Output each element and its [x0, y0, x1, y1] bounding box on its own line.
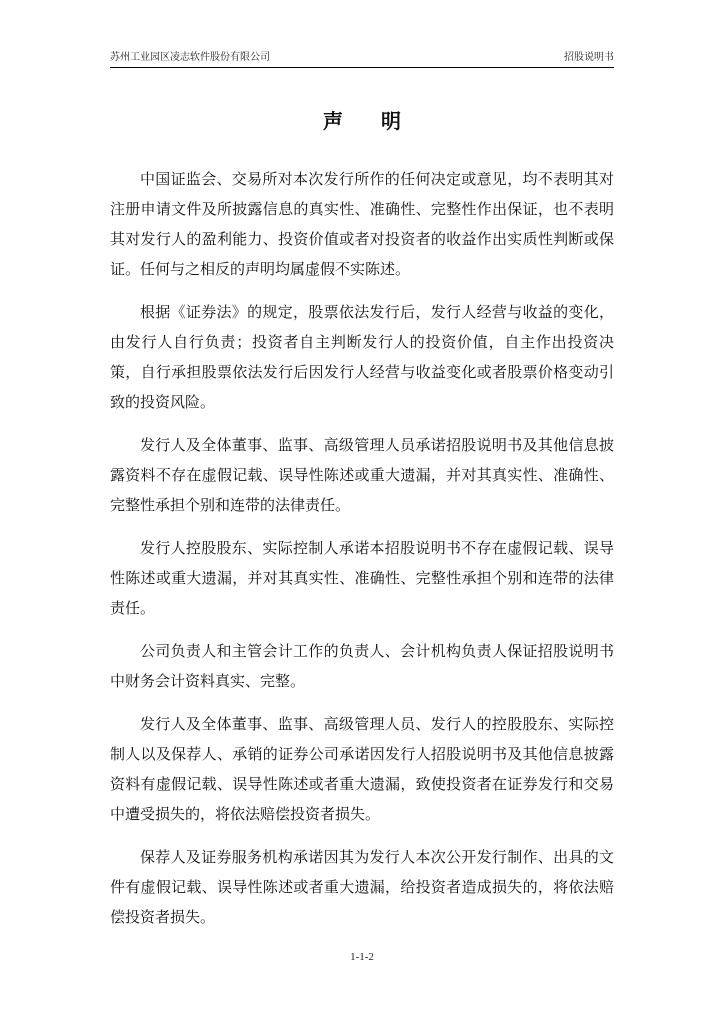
page-number: 1-1-2 — [350, 951, 374, 963]
declaration-body — [110, 164, 614, 945]
paragraph-3: 发行人及全体董事、监事、高级管理人员承诺招股说明书及其他信息披露资料不存在虚假记载、误导性陈述或重大遗漏，并对其真实性、准确性、完整性承担个别和连带的法律责任。 — [110, 436, 614, 514]
paragraph-4: 发行人控股股东、实际控制人承诺本招股说明书不存在虚假记载、误导性陈述或重大遗漏，并对其真实性、准确性、完整性承担个别和连带的法律责任。 — [110, 539, 614, 617]
paragraph-1: 中国证监会、交易所对本次发行所作的任何决定或意见，均不表明其对注册申请文件及所披露信息的真实性、准确性、完整性作出保证，也不表明其对发行人的盈利能力、投资价值或者对投资者的收益作出实质性判断或保证。任何与之相反的声明均属虚假不实陈述。 — [110, 170, 614, 278]
paragraph-7: 保荐人及证券服务机构承诺因其为发行人本次公开发行制作、出具的文件有虚假记载、误导性陈述或者重大遗漏，给投资者造成损失的，将依法赔偿投资者损失。 — [110, 848, 614, 926]
page-title: 声明 — [323, 109, 439, 133]
paragraph-2: 根据《证券法》的规定，股票依法发行后，发行人经营与收益的变化，由发行人自行负责；投资者自主判断发行人的投资价值，自主作出投资决策，自行承担股票依法发行后因发行人经营与收益变化或者股票价格变动引致的投资风险。 — [110, 303, 614, 411]
page-header — [110, 51, 614, 68]
paragraph-5: 公司负责人和主管会计工作的负责人、会计机构负责人保证招股说明书中财务会计资料真实、完整。 — [110, 642, 614, 690]
header-company-name: 苏州工业园区凌志软件股份有限公司 — [110, 52, 270, 63]
paragraph-6: 发行人及全体董事、监事、高级管理人员、发行人的控股股东、实际控制人以及保荐人、承销的证券公司承诺因发行人招股说明书及其他信息披露资料有虚假记载、误导性陈述或者重大遗漏，致使投资者在证券发行和交易中遭受损失的，将依法赔偿投资者损失。 — [110, 715, 614, 823]
header-document-type: 招股说明书 — [564, 52, 614, 63]
